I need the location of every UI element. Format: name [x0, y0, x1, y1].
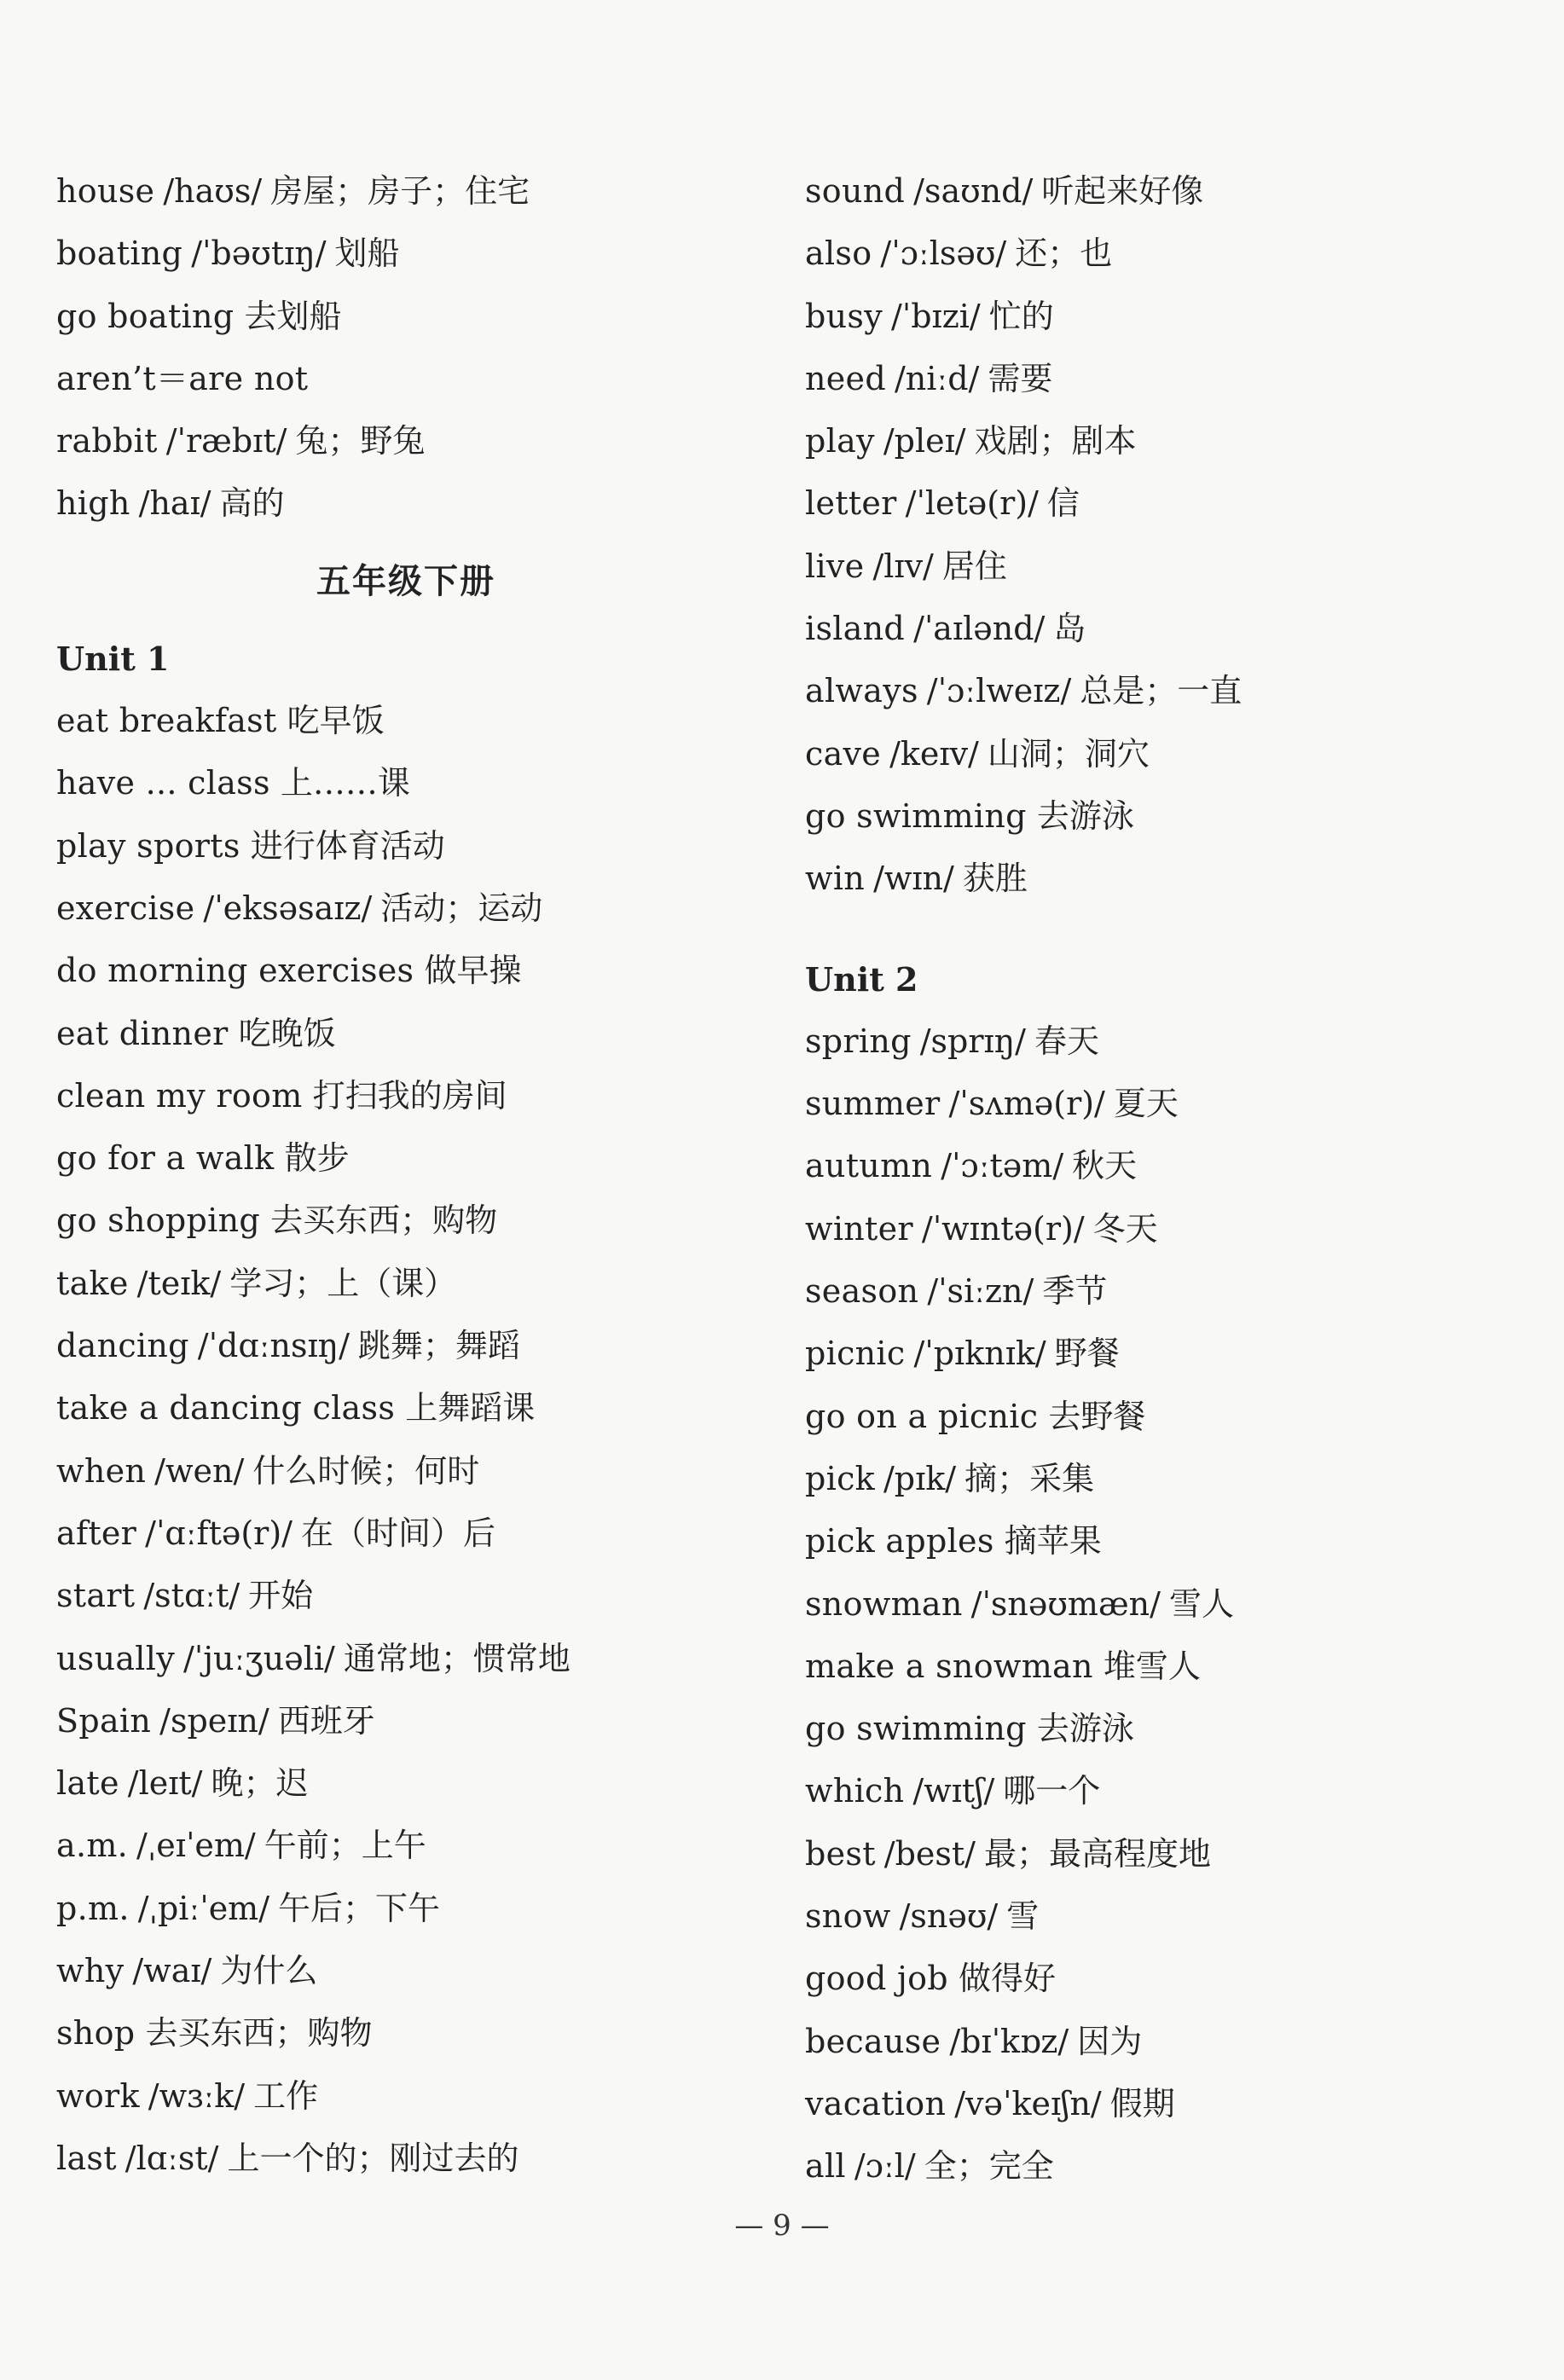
vocab-meaning: 夏天 [1113, 1085, 1179, 1123]
vocab-phonetic: /stɑːt/ [143, 1577, 240, 1615]
vocab-phonetic: /ɔːl/ [854, 2147, 916, 2186]
vocab-entry [805, 2073, 1504, 2135]
vocab-meaning: 通常地；惯常地 [343, 1639, 571, 1677]
vocab-entry [56, 940, 756, 1002]
vocab-word: busy [805, 297, 883, 335]
vocab-meaning: 摘；采集 [964, 1459, 1095, 1497]
vocab-entry [56, 752, 756, 814]
vocab-meaning: 因为 [1077, 2022, 1143, 2060]
vocab-phonetic: /vəˈkeɪʃn/ [954, 2084, 1102, 2122]
vocab-word: all [805, 2147, 846, 2186]
vocab-meaning: 散步 [284, 1139, 350, 1178]
vocab-entry [56, 1065, 756, 1127]
vocab-word: aren’t＝are not [56, 359, 309, 397]
vocab-meaning: 西班牙 [277, 1701, 375, 1740]
vocab-meaning: 高的 [219, 484, 285, 523]
vocab-meaning: 忙的 [988, 297, 1054, 335]
vocab-entry [56, 1690, 756, 1752]
spacer [805, 911, 1504, 948]
vocab-meaning: 野餐 [1054, 1335, 1120, 1373]
vocab-meaning: 还；也 [1015, 235, 1113, 273]
vocab-phonetic: /ˌpiːˈem/ [137, 1889, 270, 1927]
vocab-entry [805, 1010, 1504, 1073]
vocab-meaning: 进行体育活动 [250, 826, 445, 865]
vocab-meaning: 居住 [941, 547, 1007, 585]
vocab-entry [805, 2135, 1504, 2198]
vocab-phonetic: /ˈræbɪt/ [165, 422, 287, 460]
vocab-word: picnic [805, 1335, 906, 1373]
vocab-word: after [56, 1514, 137, 1552]
vocab-meaning: 吃晚饭 [238, 1014, 336, 1052]
vocab-entry [56, 1878, 756, 1940]
vocab-word: usually [56, 1639, 175, 1677]
vocab-meaning: 跳舞；舞蹈 [357, 1327, 520, 1365]
vocab-entry [56, 1315, 756, 1377]
vocab-phonetic: /lɑːst/ [125, 2139, 219, 2177]
vocab-word: eat breakfast [56, 702, 277, 740]
vocab-phonetic: /ˈɔːtəm/ [941, 1147, 1064, 1185]
vocab-entry [56, 815, 756, 877]
vocab-word: have ... class [56, 764, 270, 802]
vocab-word: take a dancing class [56, 1389, 396, 1427]
vocab-entry [56, 410, 756, 472]
vocab-phonetic: /ˈsiːzn/ [927, 1272, 1034, 1311]
vocab-entry [56, 1190, 756, 1252]
vocab-entry [805, 1636, 1504, 1698]
vocab-phonetic: /snəʊ/ [899, 1897, 999, 1936]
vocab-entry [56, 160, 756, 223]
vocab-entry [56, 1815, 756, 1877]
vocab-phonetic: /haɪ/ [138, 484, 211, 523]
vocab-entry [805, 1198, 1504, 1260]
vocab-meaning: 房屋；房子；住宅 [270, 172, 530, 210]
vocab-word: exercise [56, 889, 195, 927]
vocab-meaning: 秋天 [1072, 1147, 1138, 1185]
vocab-entry [805, 1823, 1504, 1885]
vocab-word: spring [805, 1022, 912, 1060]
vocab-word: do morning exercises [56, 952, 414, 990]
vocab-meaning: 为什么 [220, 1952, 318, 1990]
left-entries-before [56, 160, 756, 536]
vocab-meaning: 冬天 [1092, 1209, 1158, 1248]
vocab-meaning: 吃早饭 [287, 702, 385, 740]
vocab-entry [805, 2011, 1504, 2073]
vocab-phonetic: /niːd/ [894, 359, 980, 397]
vocab-entry [805, 660, 1504, 722]
vocab-entry [805, 410, 1504, 472]
vocab-phonetic: /ˈjuːʒuəli/ [182, 1639, 335, 1677]
vocab-entry [805, 348, 1504, 410]
vocab-meaning: 堆雪人 [1103, 1647, 1201, 1685]
vocab-phonetic: /wen/ [154, 1451, 245, 1490]
vocab-phonetic: /wɪn/ [873, 860, 954, 898]
vocab-meaning: 戏剧；剧本 [974, 422, 1137, 460]
vocab-word: take [56, 1264, 129, 1302]
vocab-meaning: 听起来好像 [1041, 172, 1204, 210]
vocab-entry [805, 1386, 1504, 1448]
vocab-meaning: 上舞蹈课 [405, 1389, 536, 1427]
vocab-phonetic: /ˈpɪknɪk/ [913, 1335, 1046, 1373]
vocab-word: high [56, 484, 130, 523]
vocab-word: late [56, 1764, 119, 1803]
vocab-entry [56, 286, 756, 348]
unit-heading: Unit 1 [56, 639, 170, 678]
section-title: 五年级下册 [316, 561, 495, 601]
vocab-meaning: 晚；迟 [211, 1764, 309, 1803]
vocab-entry [56, 1565, 756, 1627]
vocab-word: go boating [56, 297, 235, 335]
vocab-word: boating [56, 235, 183, 273]
vocab-meaning: 去买东西；购物 [145, 2014, 373, 2053]
vocab-phonetic: /waɪ/ [132, 1952, 212, 1990]
vocab-word: Spain [56, 1701, 152, 1740]
vocab-entry [805, 472, 1504, 535]
right-entries-before [805, 160, 1504, 911]
vocab-entry [56, 1003, 756, 1065]
vocab-meaning: 信 [1046, 484, 1080, 523]
vocab-entry [56, 690, 756, 752]
vocab-phonetic: /ˈɔːlweɪz/ [926, 672, 1072, 710]
vocab-word: season [805, 1272, 919, 1311]
vocab-word: win [805, 860, 866, 898]
vocab-entry [56, 2128, 756, 2190]
vocab-phonetic: /ˈeksəsaɪz/ [203, 889, 373, 927]
vocab-phonetic: /ˌeɪˈem/ [136, 1827, 256, 1865]
vocab-word: p.m. [56, 1889, 130, 1927]
vocab-entry [56, 1752, 756, 1815]
right-entries-after [805, 1010, 1504, 2198]
vocab-meaning: 全；完全 [924, 2147, 1054, 2186]
vocab-meaning: 上一个的；刚过去的 [227, 2139, 519, 2177]
vocab-phonetic: /ˈsnəʊmæn/ [970, 1584, 1161, 1623]
vocab-entry [56, 2065, 756, 2128]
vocab-word: shop [56, 2014, 136, 2053]
vocab-word: why [56, 1952, 125, 1990]
vocab-entry [805, 1698, 1504, 1760]
vocab-entry [805, 1885, 1504, 1948]
vocab-entry [805, 286, 1504, 348]
vocab-word: house [56, 172, 155, 210]
vocab-entry [56, 1127, 756, 1190]
vocab-entry [56, 472, 756, 535]
vocab-meaning: 需要 [988, 359, 1053, 397]
vocab-meaning: 活动；运动 [380, 889, 543, 927]
vocab-word: go on a picnic [805, 1397, 1039, 1435]
vocab-word: vacation [805, 2084, 947, 2122]
vocab-word: dancing [56, 1327, 189, 1365]
vocab-word: good job [805, 1960, 948, 1998]
vocab-word: go shopping [56, 1202, 261, 1240]
vocab-entry [805, 1948, 1504, 2010]
vocab-word: last [56, 2139, 117, 2177]
vocab-word: clean my room [56, 1076, 303, 1115]
vocab-meaning: 摘苹果 [1004, 1522, 1102, 1561]
vocab-meaning: 春天 [1034, 1022, 1099, 1060]
vocab-entry [805, 536, 1504, 598]
vocab-word: also [805, 235, 872, 273]
vocab-meaning: 在（时间）后 [300, 1514, 495, 1552]
vocab-meaning: 去游泳 [1036, 1710, 1134, 1748]
vocab-meaning: 午后；下午 [278, 1889, 441, 1927]
page-number: — 9 — [734, 2209, 830, 2243]
vocab-meaning: 午前；上午 [264, 1827, 426, 1865]
vocab-meaning: 去游泳 [1036, 796, 1134, 835]
vocab-meaning: 开始 [248, 1577, 314, 1615]
vocab-meaning: 岛 [1053, 610, 1086, 648]
vocab-phonetic: /sprɪŋ/ [919, 1022, 1026, 1060]
vocab-entry [56, 1940, 756, 2002]
vocab-entry [56, 1377, 756, 1439]
vocab-meaning: 季节 [1042, 1272, 1108, 1311]
vocab-word: which [805, 1772, 905, 1810]
vocab-entry [805, 848, 1504, 910]
vocab-meaning: 什么时候；何时 [252, 1451, 480, 1490]
vocab-meaning: 做得好 [958, 1960, 1056, 1998]
vocab-entry [56, 2002, 756, 2064]
vocab-entry [805, 1323, 1504, 1385]
vocab-entry [56, 1503, 756, 1565]
vocab-entry [56, 348, 756, 410]
vocab-word: autumn [805, 1147, 933, 1185]
vocab-phonetic: /leɪt/ [127, 1764, 203, 1803]
vocab-phonetic: /wɜːk/ [148, 2076, 246, 2115]
vocab-word: when [56, 1451, 147, 1490]
left-column [56, 160, 756, 2190]
vocab-meaning: 假期 [1109, 2084, 1175, 2122]
vocab-word: pick apples [805, 1522, 994, 1561]
left-entries-after [56, 690, 756, 2190]
vocab-entry [805, 598, 1504, 660]
vocab-word: best [805, 1834, 876, 1873]
vocab-word: go swimming [805, 796, 1027, 835]
vocab-phonetic: /ˈɑːftə(r)/ [145, 1514, 293, 1552]
vocab-word: snow [805, 1897, 891, 1936]
vocab-meaning: 雪 [1006, 1897, 1040, 1936]
unit-heading: Unit 2 [805, 959, 918, 999]
vocab-entry [56, 1440, 756, 1503]
vocab-meaning: 做早操 [424, 952, 522, 990]
vocab-entry [805, 1510, 1504, 1572]
vocab-word: go for a walk [56, 1139, 275, 1178]
vocab-meaning: 山洞；洞穴 [987, 734, 1150, 773]
vocab-phonetic: /ˈbəʊtɪŋ/ [191, 235, 327, 273]
right-column [805, 160, 1504, 2198]
vocab-word: go swimming [805, 1710, 1027, 1748]
vocab-meaning: 获胜 [962, 860, 1028, 898]
vocab-word: because [805, 2022, 941, 2060]
vocab-meaning: 打扫我的房间 [312, 1076, 507, 1115]
vocab-entry [805, 785, 1504, 848]
vocab-entry [805, 1073, 1504, 1135]
vocab-word: snowman [805, 1584, 963, 1623]
vocab-phonetic: /ˈsʌmə(r)/ [948, 1085, 1105, 1123]
vocab-word: work [56, 2076, 140, 2115]
vocab-meaning: 去划船 [244, 297, 342, 335]
vocab-meaning: 总是；一直 [1080, 672, 1243, 710]
vocab-word: make a snowman [805, 1647, 1093, 1685]
vocab-word: play [805, 422, 875, 460]
vocab-meaning: 最；最高程度地 [984, 1834, 1212, 1873]
vocab-phonetic: /ˈletə(r)/ [905, 484, 1039, 523]
vocab-word: need [805, 359, 886, 397]
vocab-word: always [805, 672, 918, 710]
vocab-phonetic: /ˈdɑːnsɪŋ/ [197, 1327, 350, 1365]
vocab-phonetic: /lɪv/ [872, 547, 934, 585]
vocab-entry [56, 223, 756, 285]
vocab-entry [805, 1448, 1504, 1510]
vocab-entry [56, 877, 756, 940]
vocab-phonetic: /saʊnd/ [913, 172, 1034, 210]
vocab-word: sound [805, 172, 906, 210]
vocab-word: cave [805, 734, 882, 773]
vocab-meaning: 兔；野兔 [295, 422, 426, 460]
vocab-word: rabbit [56, 422, 158, 460]
vocab-word: live [805, 547, 865, 585]
vocab-meaning: 工作 [253, 2076, 319, 2115]
vocab-word: island [805, 610, 906, 648]
vocab-meaning: 雪人 [1168, 1584, 1234, 1623]
vocab-phonetic: /ˈaɪlənd/ [913, 610, 1046, 648]
vocab-entry [805, 723, 1504, 785]
vocab-phonetic: /speɪn/ [159, 1701, 269, 1740]
vocab-phonetic: /keɪv/ [889, 734, 979, 773]
vocab-phonetic: /teɪk/ [136, 1264, 222, 1302]
vocab-meaning: 去野餐 [1048, 1397, 1146, 1435]
vocab-meaning: 划船 [334, 235, 400, 273]
vocab-entry [805, 1135, 1504, 1197]
vocab-word: letter [805, 484, 897, 523]
vocab-phonetic: /pɪk/ [883, 1459, 957, 1497]
vocab-entry [56, 1628, 756, 1690]
vocab-entry [805, 1573, 1504, 1636]
vocab-meaning: 上……课 [280, 764, 410, 802]
vocab-entry [805, 1260, 1504, 1323]
vocab-word: start [56, 1577, 136, 1615]
vocab-phonetic: /bɪˈkɒz/ [949, 2022, 1069, 2060]
vocab-word: pick [805, 1459, 875, 1497]
vocab-meaning: 哪一个 [1003, 1772, 1101, 1810]
vocab-entry [805, 1760, 1504, 1822]
vocab-word: play sports [56, 826, 240, 865]
vocab-phonetic: /wɪtʃ/ [912, 1772, 995, 1810]
vocab-phonetic: /haʊs/ [163, 172, 263, 210]
vocab-meaning: 去买东西；购物 [270, 1202, 498, 1240]
vocab-phonetic: /ˈwɪntə(r)/ [921, 1209, 1085, 1248]
vocab-entry [56, 1253, 756, 1315]
vocab-phonetic: /pleɪ/ [883, 422, 966, 460]
vocab-phonetic: /best/ [883, 1834, 976, 1873]
vocab-meaning: 学习；上（课） [229, 1264, 457, 1302]
vocab-entry [805, 223, 1504, 285]
vocab-word: eat dinner [56, 1014, 229, 1052]
vocab-phonetic: /ˈbɪzi/ [890, 297, 981, 335]
vocab-phonetic: /ˈɔːlsəʊ/ [880, 235, 1007, 273]
vocab-word: winter [805, 1209, 913, 1248]
vocab-word: summer [805, 1085, 941, 1123]
vocab-word: a.m. [56, 1827, 129, 1865]
vocab-entry [805, 160, 1504, 223]
